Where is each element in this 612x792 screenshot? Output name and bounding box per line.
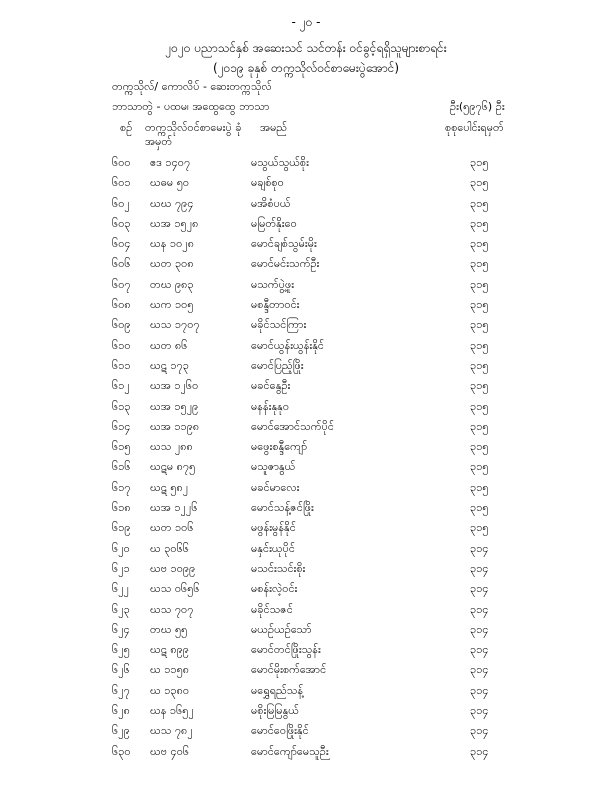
table-row — [0, 724, 612, 744]
candidate-name: မောင်မိုးစက်အောင် — [251, 663, 327, 677]
row-number: ၆၂၈ — [112, 704, 130, 718]
results-table — [0, 156, 612, 765]
total-mark: ၃၁၅ — [470, 298, 489, 312]
document-subtitle: (၂၀၁၉ ခုနှစ် တက္ကသိုလ်ဝင်စာမေးပွဲအောင်) — [212, 61, 400, 75]
row-number: ၆၀၃ — [112, 216, 131, 230]
total-mark: ၃၁၅ — [470, 216, 489, 230]
row-number: ၆၃၀ — [112, 744, 131, 758]
table-row — [0, 400, 612, 420]
candidate-name: မစန်းလဲ့ဝင်း — [251, 582, 298, 596]
candidate-name: မမြတ်နိုးဝေ — [251, 216, 297, 230]
roll-number: ဃဓမ ၅၀ — [150, 176, 190, 190]
total-mark: ၃၁၄ — [470, 622, 489, 636]
roll-number: ဃဋ ၅၈၂ — [150, 480, 189, 494]
total-mark: ၃၁၅ — [470, 358, 489, 372]
row-number: ၆၁၀ — [112, 338, 131, 352]
candidate-name: မချစ်စု၀ — [251, 176, 284, 190]
candidate-name: မသူဇာနွယ် — [251, 460, 296, 474]
table-row — [0, 440, 612, 460]
total-mark: ၃၁၄ — [470, 561, 489, 575]
roll-number: ဃ ၃၀၆၆ — [150, 541, 189, 555]
table-row — [0, 359, 612, 379]
row-number: ၆၁၉ — [112, 521, 131, 535]
row-number: ၆၁၅ — [112, 440, 131, 454]
total-mark: ၃၁၅ — [470, 501, 489, 515]
table-row — [0, 176, 612, 196]
table-row — [0, 481, 612, 501]
roll-number: ဃဋ ၈၉၉ — [150, 643, 189, 657]
candidate-name: မအိစံပယ် — [251, 196, 291, 210]
document-title: ၂၀၂၀ ပညာသင်နှစ် အဆေးသင် သင်တန်း ဝင်ခွင့်ရရှိသူများစာရင်း — [165, 41, 447, 55]
total-mark: ၃၁၄ — [470, 683, 489, 697]
table-row — [0, 379, 612, 399]
score-line: ဦး(၅၉၇၆) ဦး — [450, 100, 505, 113]
table-row — [0, 542, 612, 562]
total-mark: ၃၁၅ — [470, 277, 489, 291]
row-number: ၆၂၄ — [112, 622, 130, 636]
total-mark: ၃၁၄ — [470, 582, 489, 596]
table-row — [0, 603, 612, 623]
candidate-name: မောင်ချစ်သွမ်းမိုး — [251, 237, 317, 251]
table-row — [0, 501, 612, 521]
row-number: ၆၁၃ — [112, 399, 131, 413]
table-row — [0, 298, 612, 318]
total-mark: ၃၁၄ — [470, 704, 489, 718]
candidate-name: မခင်မာလေး — [251, 480, 300, 494]
total-mark: ၃၁၅ — [470, 257, 489, 271]
table-row — [0, 318, 612, 338]
table-row — [0, 521, 612, 541]
candidate-name: မောင်ပြည့်ဖြိုး — [251, 358, 304, 372]
row-number: ၆၂၇ — [112, 683, 130, 697]
roll-number: ဃဃ ၇၉၄ — [150, 196, 194, 210]
candidate-name: မခင်နွေဦး — [251, 379, 291, 393]
candidate-name: မနှင်းယုပိုင် — [251, 541, 295, 555]
candidate-name: မယဉ်ယဉ်သော် — [251, 622, 312, 636]
row-number: ၆၁၂ — [112, 379, 130, 393]
region-line: တက္ကသိုလ်/ ကောလိပ် - ဆေးတက္ကသိုလ် — [112, 80, 272, 93]
roll-number: ဃတ ၁၀၆ — [150, 521, 194, 535]
row-number: ၆၀၂ — [112, 196, 130, 210]
candidate-name: မဖွန်းမွန်နိုင် — [251, 521, 296, 535]
roll-number: ဃအ ၁၂၆၀ — [150, 379, 199, 393]
roll-number: ဃသ ၁၇၀၇ — [150, 318, 200, 332]
roll-number: တဃ ၉၈၃ — [150, 277, 194, 291]
table-row — [0, 623, 612, 643]
total-mark: ၃၁၄ — [470, 724, 489, 738]
row-number: ၆၁၁ — [112, 358, 131, 372]
col-header-roll: တက္ကသိုလ်ဝင်စာမေးပွဲ ခုံအမှတ် — [145, 121, 242, 148]
candidate-name: မရွှေရည်သန့် — [251, 683, 304, 697]
table-row — [0, 339, 612, 359]
table-row — [0, 663, 612, 683]
row-number: ၆၀၁ — [112, 176, 131, 190]
row-number: ၆၀၆ — [112, 257, 131, 271]
candidate-name: မောင်တင်ဖြိုးသွန်း — [251, 643, 321, 657]
row-number: ၆၁၇ — [112, 480, 131, 494]
total-mark: ၃၁၅ — [470, 460, 489, 474]
table-row — [0, 643, 612, 663]
row-number: ၆၁၈ — [112, 501, 131, 515]
table-row — [0, 156, 612, 176]
roll-number: ဃအ ၁၁၉၈ — [150, 419, 200, 433]
table-row — [0, 278, 612, 298]
total-mark: ၃၁၄ — [470, 663, 489, 677]
table-row — [0, 217, 612, 237]
table-row — [0, 704, 612, 724]
roll-number: ဃ ၁၁၅၈ — [150, 663, 190, 677]
row-number: ၆၀၉ — [112, 318, 131, 332]
candidate-name: မဖွေးစန္ဒီကျော် — [251, 440, 308, 454]
table-row — [0, 197, 612, 217]
candidate-name: မောင်ကျော်မေသူဉီး — [251, 744, 329, 758]
total-mark: ၃၁၄ — [470, 541, 489, 555]
candidate-name: မစန္ဒီတာဝင်း — [251, 298, 300, 312]
candidate-name: မသွယ်သွယ်စိုး — [251, 156, 309, 169]
roll-number: ဃဋမ ၈၇၅ — [150, 460, 196, 474]
total-mark: ၃၁၄ — [470, 602, 489, 616]
subject-line: ဘာသာတွဲ - ပထမ၊ အထွေထွေ ဘာသာ — [112, 100, 270, 113]
row-number: ၆၂၀ — [112, 541, 130, 555]
roll-number: ဃသ ၇၈၂ — [150, 724, 193, 738]
roll-number: ဃက ၁၀၅ — [150, 298, 194, 312]
col-header-name: အမည် — [260, 121, 288, 134]
total-mark: ၃၁၅ — [470, 521, 489, 535]
roll-number: ဃန ၁၀၂၈ — [150, 237, 194, 251]
total-mark: ၃၁၅ — [470, 338, 489, 352]
col-header-no: စဉ် — [120, 121, 133, 134]
total-mark: ၃၁၄ — [470, 744, 489, 758]
roll-number: ဃဗ ၄၀၆ — [150, 744, 190, 758]
roll-number: ဧဒ ၁၄၀၇ — [150, 156, 191, 169]
roll-number: ဃန ၁၆၅၂ — [150, 704, 194, 718]
table-row — [0, 460, 612, 480]
candidate-name: မောင်အောင်သက်ပိုင် — [251, 419, 334, 433]
row-number: ၆၂၉ — [112, 724, 130, 738]
total-mark: ၃၁၅ — [470, 196, 489, 210]
table-row — [0, 420, 612, 440]
total-mark: ၃၁၅ — [470, 156, 489, 169]
candidate-name: မောင်ဝေဖြိုးနိုင် — [251, 724, 309, 738]
candidate-name: မောင်သန့်ဇင်ဖြိုး — [251, 501, 314, 515]
row-number: ၆၀၈ — [112, 298, 131, 312]
candidate-name: မသင်းသင်းစိုး — [251, 561, 306, 575]
roll-number: ဃ ၁၃၈၀ — [150, 683, 190, 697]
row-number: ၆၂၃ — [112, 602, 130, 616]
row-number: ၆၂၁ — [112, 561, 130, 575]
row-number: ၆၂၂ — [112, 582, 129, 596]
table-row — [0, 562, 612, 582]
total-mark: ၃၁၅ — [470, 237, 489, 251]
total-mark: ၃၁၅ — [470, 440, 489, 454]
roll-number: ဃအ ၁၂၂၆ — [150, 501, 198, 515]
roll-number: ဃတ ၃၀၈ — [150, 257, 194, 271]
col-header-mark: စုစုပေါင်းရမှတ် — [445, 121, 504, 134]
table-row — [0, 745, 612, 765]
table-row — [0, 257, 612, 277]
candidate-name: မနန်းနုနု၀ — [251, 399, 290, 413]
roll-number: ဃအ ၁၅၂၉ — [150, 399, 199, 413]
candidate-name: မခိုင်သဇင် — [251, 602, 293, 616]
candidate-name: မောင်မင်းသက်ဦး — [251, 257, 320, 271]
page-number: - ၂၀ - — [291, 15, 321, 29]
table-row — [0, 237, 612, 257]
total-mark: ၃၁၅ — [470, 419, 489, 433]
total-mark: ၃၁၄ — [470, 643, 489, 657]
row-number: ၆၁၆ — [112, 460, 131, 474]
candidate-name: မစိုးမြမြနွယ် — [251, 704, 299, 718]
roll-number: ဃသ ၂၈၈ — [150, 440, 193, 454]
table-row — [0, 582, 612, 602]
roll-number: ဃဗ ၁၀၉၉ — [150, 561, 196, 575]
row-number: ၆၀၇ — [112, 277, 131, 291]
total-mark: ၃၁၅ — [470, 399, 489, 413]
total-mark: ၃၁၅ — [470, 176, 489, 190]
roll-number: တဃ ၅၅ — [150, 622, 188, 636]
row-number: ၆၀၄ — [112, 237, 131, 251]
row-number: ၆၁၄ — [112, 419, 131, 433]
total-mark: ၃၁၅ — [470, 480, 489, 494]
candidate-name: မသက်ပွဲ့ဖူး — [251, 277, 295, 291]
roll-number: ဃသ ၀၆၅၆ — [150, 582, 200, 596]
roll-number: ဃအ ၁၅၂၈ — [150, 216, 199, 230]
roll-number: ဃတ ၈၆ — [150, 338, 188, 352]
roll-number: ဃသ ၇၀၇ — [150, 602, 194, 616]
total-mark: ၃၁၅ — [470, 318, 489, 332]
row-number: ၆၂၅ — [112, 643, 130, 657]
row-number: ၆၀၀ — [112, 156, 131, 169]
total-mark: ၃၁၅ — [470, 379, 489, 393]
candidate-name: မခိုင်သင်ကြား — [251, 318, 307, 332]
row-number: ၆၂၆ — [112, 663, 130, 677]
roll-number: ဃဋ ၁၇၃ — [150, 358, 189, 372]
candidate-name: မောင်ယွန်းယွန်းနိုင် — [251, 338, 324, 352]
table-row — [0, 684, 612, 704]
